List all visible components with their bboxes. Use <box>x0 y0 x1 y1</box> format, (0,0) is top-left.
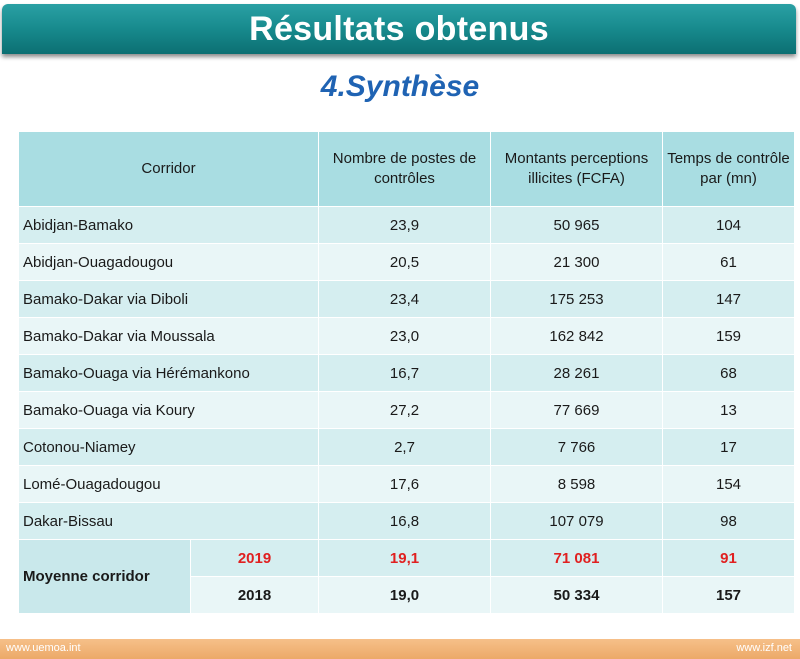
cell-temps: 104 <box>663 207 795 244</box>
cell-corridor: Cotonou-Niamey <box>19 429 319 466</box>
cell-corridor: Dakar-Bissau <box>19 503 319 540</box>
synthesis-table <box>18 131 795 614</box>
title-bar <box>2 4 796 54</box>
average-montants-2019: 71 081 <box>491 540 663 577</box>
cell-corridor: Bamako-Ouaga via Hérémankono <box>19 355 319 392</box>
average-postes-2018: 19,0 <box>319 577 491 614</box>
cell-montants: 107 079 <box>491 503 663 540</box>
cell-temps: 147 <box>663 281 795 318</box>
cell-montants: 21 300 <box>491 244 663 281</box>
table-row <box>19 318 795 355</box>
average-postes-2019: 19,1 <box>319 540 491 577</box>
cell-postes: 27,2 <box>319 392 491 429</box>
average-montants-2018: 50 334 <box>491 577 663 614</box>
cell-temps: 68 <box>663 355 795 392</box>
cell-montants: 175 253 <box>491 281 663 318</box>
slide-subtitle: 4.Synthèse <box>320 70 480 103</box>
table-row <box>19 466 795 503</box>
table-row <box>19 503 795 540</box>
cell-postes: 16,8 <box>319 503 491 540</box>
table-header-row <box>19 132 795 207</box>
cell-temps: 61 <box>663 244 795 281</box>
cell-temps: 154 <box>663 466 795 503</box>
cell-montants: 7 766 <box>491 429 663 466</box>
cell-montants: 162 842 <box>491 318 663 355</box>
cell-postes: 17,6 <box>319 466 491 503</box>
cell-postes: 2,7 <box>319 429 491 466</box>
header-postes: Nombre de postes de contrôles <box>319 132 491 207</box>
cell-corridor: Bamako-Ouaga via Koury <box>19 392 319 429</box>
cell-montants: 8 598 <box>491 466 663 503</box>
cell-temps: 13 <box>663 392 795 429</box>
footer-link-uemoa[interactable]: www.uemoa.int <box>6 642 81 654</box>
cell-temps: 17 <box>663 429 795 466</box>
average-temps-2019: 91 <box>663 540 795 577</box>
average-year-2019: 2019 <box>191 540 319 577</box>
header-temps: Temps de contrôle par (mn) <box>663 132 795 207</box>
average-label: Moyenne corridor <box>19 540 191 614</box>
footer-bar <box>0 639 800 659</box>
cell-postes: 20,5 <box>319 244 491 281</box>
cell-montants: 28 261 <box>491 355 663 392</box>
header-montants: Montants perceptions illicites (FCFA) <box>491 132 663 207</box>
average-temps-2018: 157 <box>663 577 795 614</box>
cell-postes: 23,4 <box>319 281 491 318</box>
cell-postes: 23,9 <box>319 207 491 244</box>
table-row <box>19 281 795 318</box>
average-row-2019 <box>19 540 795 577</box>
cell-temps: 159 <box>663 318 795 355</box>
cell-corridor: Bamako-Dakar via Moussala <box>19 318 319 355</box>
slide-title: Résultats obtenus <box>249 9 549 48</box>
cell-corridor: Bamako-Dakar via Diboli <box>19 281 319 318</box>
cell-montants: 77 669 <box>491 392 663 429</box>
table-row <box>19 392 795 429</box>
table-row <box>19 207 795 244</box>
table-row <box>19 244 795 281</box>
footer-link-izf[interactable]: www.izf.net <box>736 642 792 654</box>
cell-corridor: Abidjan-Ouagadougou <box>19 244 319 281</box>
cell-postes: 23,0 <box>319 318 491 355</box>
table-row <box>19 355 795 392</box>
cell-corridor: Abidjan-Bamako <box>19 207 319 244</box>
cell-montants: 50 965 <box>491 207 663 244</box>
header-corridor: Corridor <box>19 132 319 207</box>
table-row <box>19 429 795 466</box>
cell-corridor: Lomé-Ouagadougou <box>19 466 319 503</box>
cell-temps: 98 <box>663 503 795 540</box>
average-year-2018: 2018 <box>191 577 319 614</box>
cell-postes: 16,7 <box>319 355 491 392</box>
